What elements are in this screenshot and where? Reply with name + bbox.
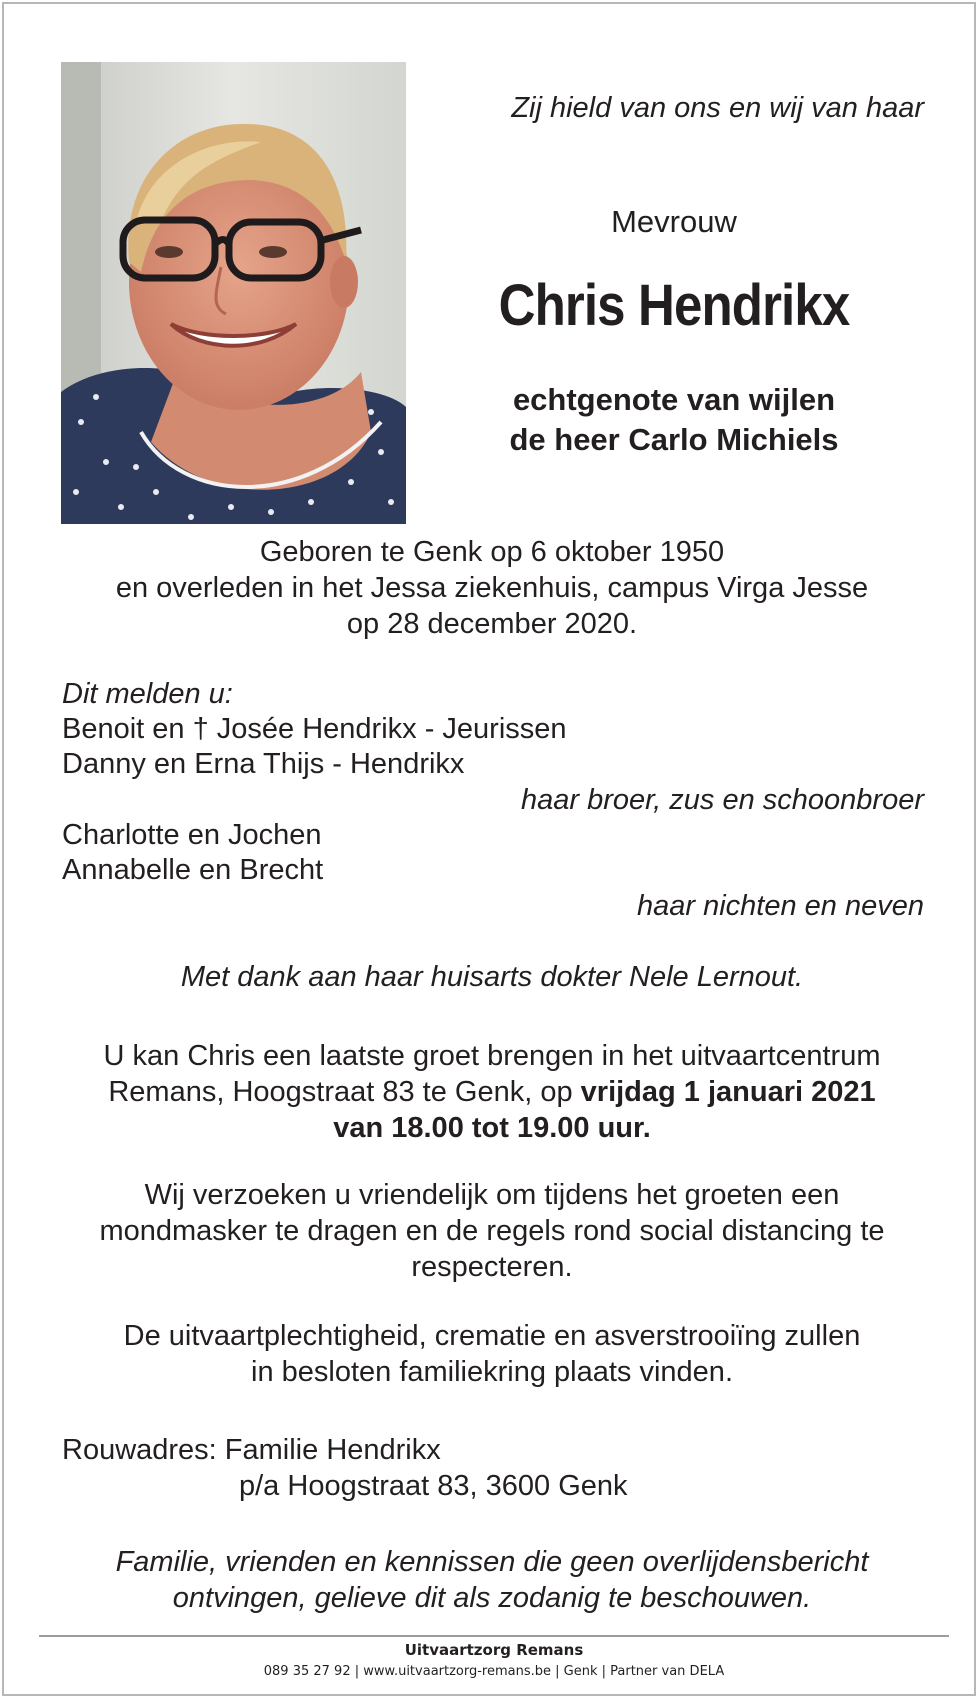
ceremony-line-1: De uitvaartplechtigheid, crematie en asverstrooiïng zullen <box>123 1320 861 1352</box>
visit-line-1: U kan Chris een laatste groet brengen in het uitvaartcentrum <box>103 1040 881 1072</box>
visit-date: vrijdag 1 januari 2021 <box>580 1076 876 1108</box>
funeral-company-info: 089 35 27 92 | www.uitvaartzorg-remans.be | Genk | Partner van DELA <box>263 1664 725 1679</box>
relative-member: Annabelle en Brecht <box>62 854 324 886</box>
visit-time: van 18.00 tot 19.00 uur. <box>333 1112 651 1144</box>
mourning-address: p/a Hoogstraat 83, 3600 Genk <box>239 1470 628 1502</box>
birth-line-2: en overleden in het Jessa ziekenhuis, campus Virga Jesse <box>115 572 869 604</box>
birth-death-info <box>54 534 930 642</box>
spouse-info <box>434 380 914 460</box>
funeral-company-name: Uitvaartzorg Remans <box>404 1641 584 1659</box>
ceremony-line-2: in besloten familiekring plaats vinden. <box>251 1356 733 1388</box>
thanks-note: Met dank aan haar huisarts dokter Nele Lernout. <box>180 961 804 993</box>
honorific: Mevrouw <box>611 204 737 239</box>
family-member: Danny en Erna Thijs - Hendrikx <box>62 748 465 780</box>
ceremony-info <box>54 1318 930 1390</box>
visit-location: Remans, Hoogstraat 83 te Genk, op <box>108 1076 581 1108</box>
birth-line-3: op 28 december 2020. <box>346 608 638 640</box>
footer-divider <box>39 1635 949 1637</box>
relative-member: Charlotte en Jochen <box>62 819 322 851</box>
mourning-address-label: Rouwadres: Familie Hendrikx <box>62 1434 441 1466</box>
mask-line-1: Wij verzoeken u vriendelijk om tijdens het groeten een <box>144 1179 840 1211</box>
family-relation: haar broer, zus en schoonbroer <box>520 784 924 816</box>
spouse-line-2: de heer Carlo Michiels <box>509 422 839 457</box>
family-member: Benoit en † Josée Hendrikx - Jeurissen <box>62 713 567 745</box>
relatives-relation: haar nichten en neven <box>637 890 924 922</box>
tagline: Zij hield van ons en wij van haar <box>511 92 924 124</box>
spouse-line-1: echtgenote van wijlen <box>512 382 836 417</box>
closing-note <box>54 1544 930 1616</box>
mask-line-2: mondmasker te dragen en de regels rond social distancing te <box>99 1215 885 1247</box>
closing-line-1: Familie, vrienden en kennissen die geen overlijdensbericht <box>115 1546 869 1578</box>
visit-line-2 <box>54 1074 930 1110</box>
mask-request <box>54 1177 930 1285</box>
deceased-name: Chris Hendrikx <box>498 273 850 338</box>
mask-line-3: respecteren. <box>411 1251 573 1283</box>
announce-intro: Dit melden u: <box>62 678 233 710</box>
obituary-card <box>2 2 976 1696</box>
closing-line-2: ontvingen, gelieve dit als zodanig te beschouwen. <box>172 1582 812 1614</box>
portrait-photo <box>61 62 406 524</box>
visitation-info <box>54 1038 930 1146</box>
birth-line-1: Geboren te Genk op 6 oktober 1950 <box>259 536 725 568</box>
